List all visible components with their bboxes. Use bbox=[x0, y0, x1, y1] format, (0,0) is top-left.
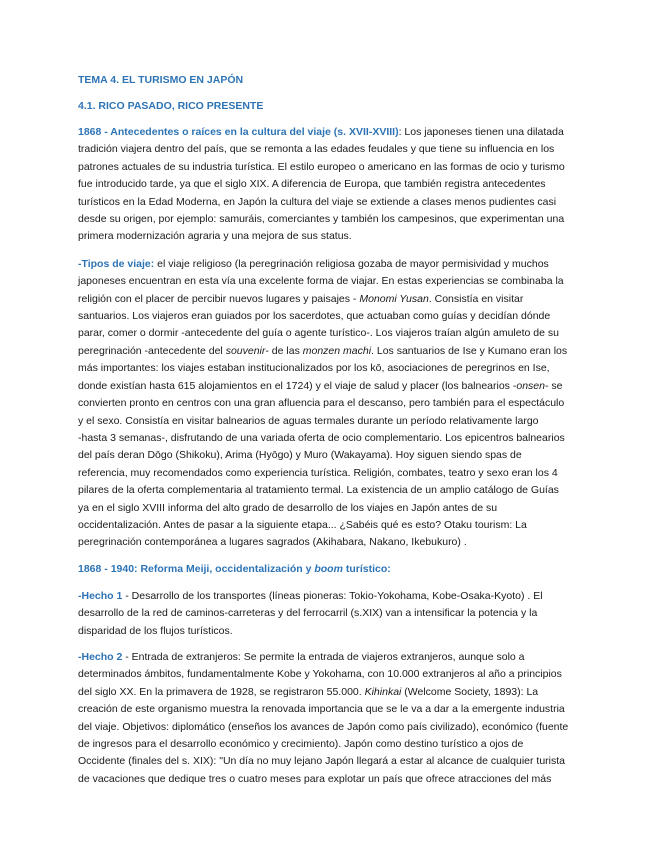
text-line: . Los santuarios de Ise y Kumano eran los bbox=[371, 344, 568, 357]
text-line: peregrinación -antecedente del bbox=[78, 344, 226, 357]
paragraph-tipos-de-viaje bbox=[78, 256, 578, 552]
heading-part: Reforma Meiji bbox=[140, 562, 210, 575]
text-line: - Desarrollo de los transportes (líneas pioneras: Tokio-Yokohama, Kobe-Osaka-Kyoto) . El bbox=[122, 589, 543, 602]
italic-term: souvenir bbox=[225, 344, 266, 357]
text-line: más importantes: los viajes estaban institucionalizados por los kō, asociaciones de peregrinos en Ise, bbox=[78, 362, 550, 375]
heading-part: , occidentalización y bbox=[209, 562, 315, 575]
text-line: ya en el siglo XVIII informa del alto grado de desarrollo de los viajes en Japón antes de su bbox=[78, 501, 498, 514]
document-page bbox=[78, 72, 578, 788]
text-line: patrones actuales de su industria turística. El estilo europeo o americano en las formas de ocio y turismo bbox=[78, 160, 565, 173]
text-line: del siglo XX. En la primavera de 1928, se registraron 55.000. bbox=[78, 685, 365, 698]
paragraph-antecedentes bbox=[78, 124, 578, 246]
italic-term: Kihinkai bbox=[364, 685, 402, 698]
text-line: fue introducido tarde, ya que el siglo XIX. A diferencia de Europa, que también registra antecedentes bbox=[78, 178, 546, 191]
text-line: turísticos en la Edad Moderna, en Japón la cultura del viaje se extiende a clases menos pudientes casi bbox=[78, 195, 557, 208]
text-line: pilares de la oferta complementaria al tratamiento termal. La existencia de un amplio catálogo de Guías bbox=[78, 484, 559, 497]
paragraph-lead: -Hecho 1 bbox=[78, 589, 123, 602]
text-line: occidentalización. Antes de pasar a la siguiente etapa... ¿Sabéis qué es esto? Otaku tourism: La bbox=[78, 518, 527, 531]
text-line: . Consistía en visitar bbox=[428, 292, 524, 305]
italic-term: onsen bbox=[516, 379, 545, 392]
text-line: - Entrada de extranjeros: Se permite la entrada de viajeros extranjeros, aunque solo a bbox=[122, 650, 525, 663]
text-line: del país deran Dōgo (Shikoku), Arima (Hyōgo) y Muro (Wakayama). Hoy siguen siendo spas de bbox=[78, 449, 522, 462]
text-line: Occidente (finales del s. XIX): "Un día no muy lejano Japón llegará a estar al alcance de cualquier turista bbox=[78, 755, 565, 768]
text-line: el viaje religioso (la peregrinación religiosa gozaba de mayor permisividad y muchos bbox=[154, 257, 549, 270]
text-line: religión con el placer de percibir nuevos lugares y paisajes - bbox=[78, 292, 360, 305]
text-line: de ingresos para el desarrollo económico y crecimiento). Japón como destino turístico a ojos de bbox=[78, 738, 524, 750]
text-line: -hasta 3 semanas-, disfrutando de una variada oferta de ocio complementario. Los epicentros balnearios bbox=[78, 431, 565, 444]
text-line: de vacaciones que dedique tres o cuatro meses para explotar un país que ofrece atracciones del más bbox=[78, 772, 552, 785]
text-line: - de las bbox=[265, 344, 303, 357]
italic-term: monzen machi bbox=[302, 344, 372, 357]
text-line: y el sexo. Consistía en visitar balnearios de aguas termales durante un período relativamente largo bbox=[78, 414, 539, 427]
heading-part: turístico: bbox=[342, 562, 391, 575]
paragraph-hecho-2 bbox=[78, 649, 578, 788]
text-line: creación de este organismo muestra la renovada importancia que se le va a dar a la emergente industria bbox=[78, 703, 565, 716]
text-line: referencia, muy recomendados como experiencia turística. Religión, combates, teatro y sexo eran los 4 bbox=[78, 466, 558, 479]
heading-italic-part: boom bbox=[314, 562, 343, 575]
paragraph-hecho-1 bbox=[78, 588, 578, 640]
chapter-title: TEMA 4. EL TURISMO EN JAPÓN bbox=[78, 74, 244, 86]
text-line: del viaje. Objetivos: diplomático (enseños los avances de Japón como país civilizado), económico (fuente bbox=[78, 720, 569, 733]
text-line: peregrinación contemporánea a lugares sagrados (Akihabara, Nakano, Ikebukuro) . bbox=[78, 536, 467, 549]
text-line: determinados ámbitos, fundamentalmente Kobe y Yokohama, con 10.000 extranjeros al año a principios bbox=[78, 668, 562, 681]
subsection-title-meiji bbox=[78, 561, 578, 577]
italic-term: Monomi Yusan bbox=[359, 292, 429, 305]
text-line: primera modernización agraria y una mejora de sus status. bbox=[78, 230, 352, 243]
text-line: japoneses encuentran en esta vía una excelente forma de viajar. En estas experiencias se combinaba la bbox=[78, 275, 564, 288]
section-title: 4.1. RICO PASADO, RICO PRESENTE bbox=[78, 100, 264, 112]
text-line: tradición viajera dentro del país, que se remonta a las edades feudales y que tiene su influencia en los bbox=[78, 143, 555, 156]
text-line: - se bbox=[544, 379, 563, 392]
text-line: convierten pronto en centros con una gran afluencia para el descanso, pero también para el espectáculo bbox=[78, 397, 565, 410]
paragraph-lead: -Hecho 2 bbox=[78, 650, 123, 663]
paragraph-lead: 1868 - Antecedentes o raíces en la cultura del viaje (s. XVII-XVIII) bbox=[78, 126, 399, 138]
text-line: santuarios. Los viajeros eran guiados por los sacerdotes, que actuaban como guías y decidían dónde bbox=[78, 310, 551, 323]
text-line: desde su origen, por ejemplo: samuráis, comerciantes y también los campesinos, que experimentan una bbox=[78, 213, 565, 226]
text-line: parar, comer o dormir -antecedente del guía o agente turístico-. Los viajeros traían algún amuleto de su bbox=[78, 327, 559, 340]
heading-part: 1868 - 1940: bbox=[78, 562, 141, 575]
text-line: desarrollo de la red de caminos-carreteras y del ferrocarril (s.XIX) van a intensificar la potencia y la bbox=[78, 607, 538, 620]
text-line: disparidad de los flujos turísticos. bbox=[78, 624, 233, 637]
text-line: : Los japoneses tienen una dilatada bbox=[398, 126, 564, 138]
paragraph-lead: -Tipos de viaje: bbox=[78, 257, 155, 270]
text-line: (Welcome Society, 1893): La bbox=[401, 685, 539, 698]
text-line: donde existían hasta 615 alojamientos en el 1724) y el viaje de salud y placer (los balnearios - bbox=[78, 379, 517, 392]
